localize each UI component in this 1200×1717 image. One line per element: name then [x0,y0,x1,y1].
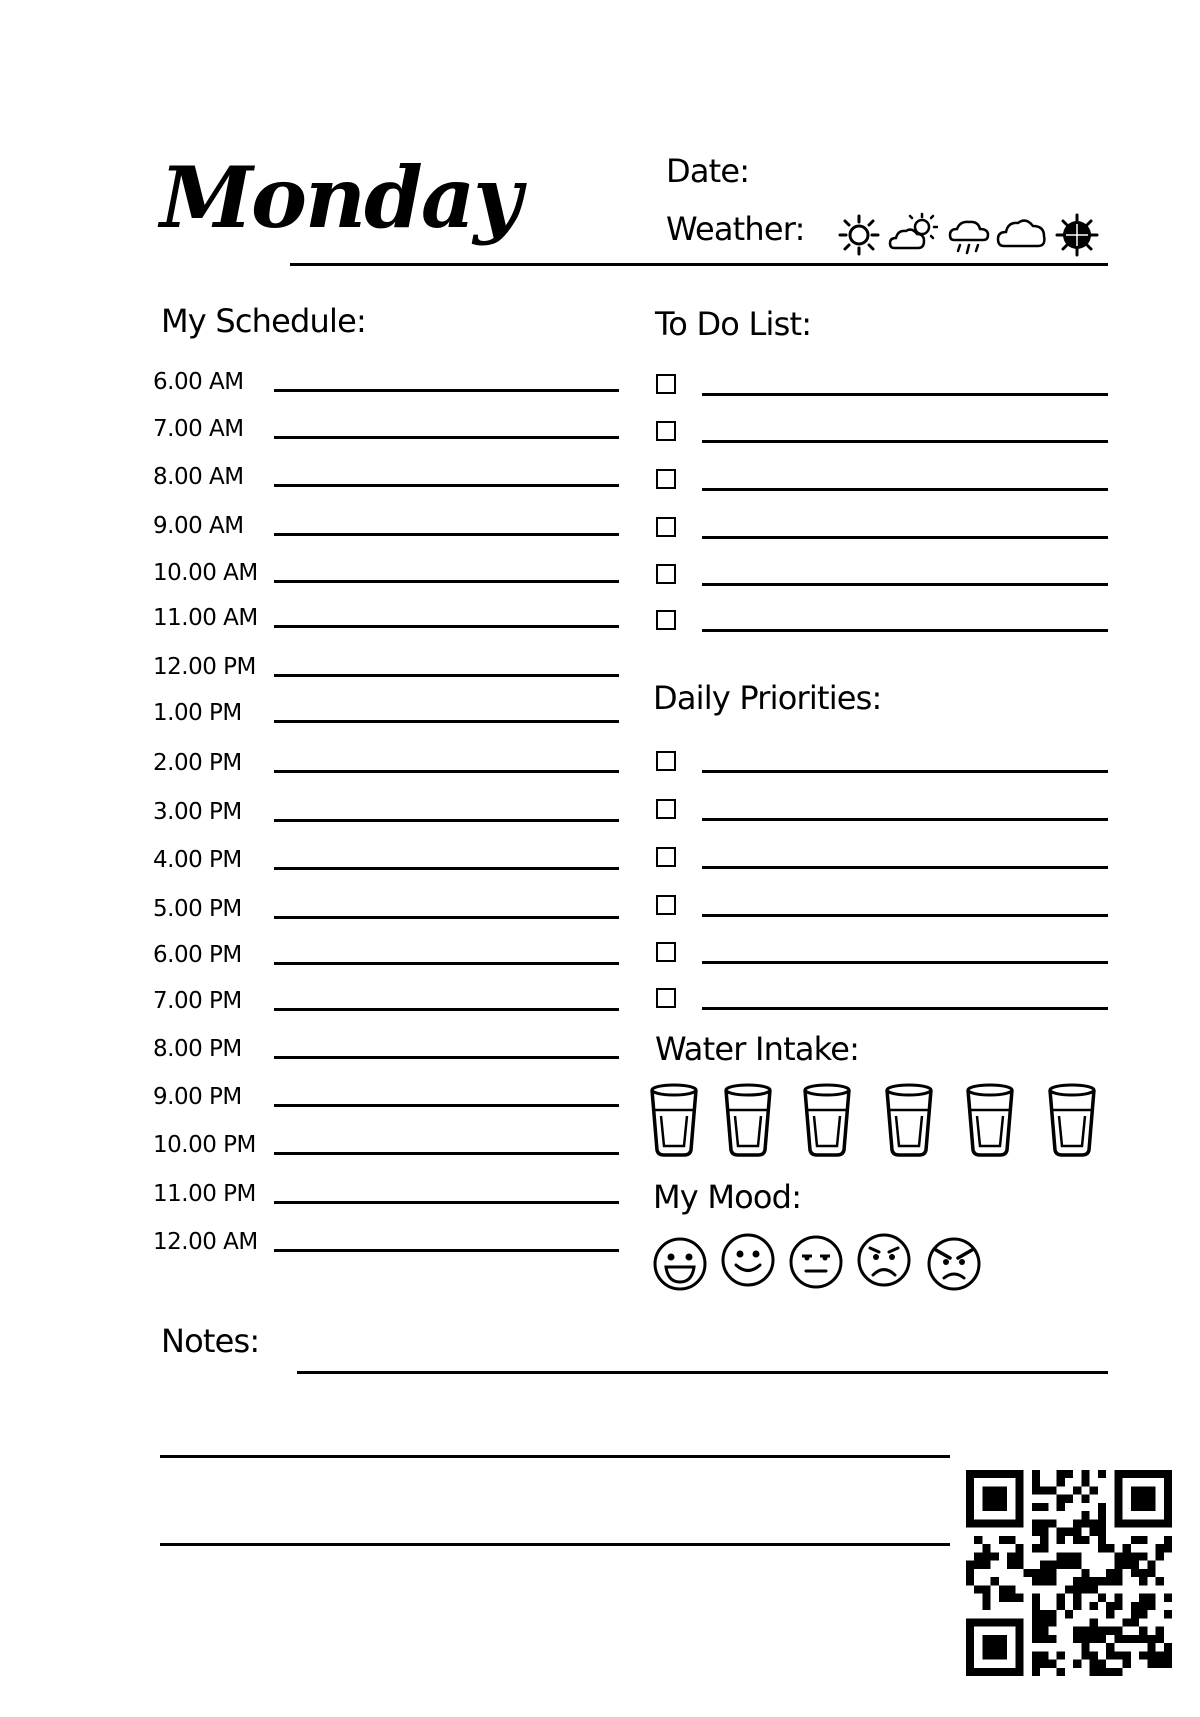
water-glass-icon[interactable] [648,1082,700,1158]
rain-icon[interactable] [948,216,990,258]
schedule-entry-line[interactable] [274,1152,619,1155]
schedule-time-label: 11.00 PM [153,1181,256,1207]
schedule-heading: My Schedule: [161,302,366,340]
mood-neutral-icon[interactable] [788,1234,844,1290]
schedule-time-label: 9.00 PM [153,1084,242,1110]
schedule-time-label: 9.00 AM [153,513,244,539]
page-title: Monday [160,148,521,247]
priority-entry-line[interactable] [702,818,1108,821]
mood-heading: My Mood: [653,1178,802,1216]
water-glass-icon[interactable] [722,1082,774,1158]
todo-entry-line[interactable] [702,488,1108,491]
schedule-entry-line[interactable] [274,625,619,628]
priorities-heading: Daily Priorities: [653,679,882,717]
mood-very-happy-icon[interactable] [652,1236,708,1292]
todo-checkbox[interactable] [656,421,676,441]
schedule-entry-line[interactable] [274,484,619,487]
schedule-entry-line[interactable] [274,962,619,965]
priority-entry-line[interactable] [702,914,1108,917]
priority-checkbox[interactable] [656,799,676,819]
schedule-entry-line[interactable] [274,916,619,919]
todo-checkbox[interactable] [656,469,676,489]
schedule-entry-line[interactable] [274,867,619,870]
water-heading: Water Intake: [655,1030,860,1068]
priority-checkbox[interactable] [656,895,676,915]
priority-entry-line[interactable] [702,961,1108,964]
schedule-entry-line[interactable] [274,389,619,392]
water-glass-icon[interactable] [1046,1082,1098,1158]
water-glass-icon[interactable] [964,1082,1016,1158]
weather-label: Weather: [666,210,805,248]
todo-checkbox[interactable] [656,564,676,584]
schedule-time-label: 12.00 PM [153,654,256,680]
todo-checkbox[interactable] [656,610,676,630]
water-glass-icon[interactable] [801,1082,853,1158]
mood-sad-icon[interactable] [856,1232,912,1288]
snow-icon[interactable] [1054,212,1100,258]
mood-happy-icon[interactable] [720,1232,776,1288]
priority-entry-line[interactable] [702,866,1108,869]
todo-entry-line[interactable] [702,583,1108,586]
schedule-entry-line[interactable] [274,720,619,723]
priority-entry-line[interactable] [702,1007,1108,1010]
priority-entry-line[interactable] [702,770,1108,773]
date-label: Date: [666,152,750,190]
schedule-time-label: 10.00 AM [153,560,258,586]
schedule-time-label: 8.00 PM [153,1036,242,1062]
schedule-entry-line[interactable] [274,1201,619,1204]
schedule-time-label: 10.00 PM [153,1132,256,1158]
header-divider [290,263,1108,266]
todo-entry-line[interactable] [702,393,1108,396]
schedule-entry-line[interactable] [274,1056,619,1059]
notes-line-3[interactable] [160,1543,950,1546]
schedule-time-label: 4.00 PM [153,847,242,873]
todo-checkbox[interactable] [656,517,676,537]
schedule-time-label: 5.00 PM [153,896,242,922]
schedule-entry-line[interactable] [274,1008,619,1011]
schedule-time-label: 7.00 AM [153,416,244,442]
schedule-time-label: 12.00 AM [153,1229,258,1255]
qr-code [966,1470,1172,1676]
schedule-entry-line[interactable] [274,674,619,677]
notes-line-1[interactable] [297,1371,1108,1374]
water-glass-icon[interactable] [883,1082,935,1158]
schedule-time-label: 6.00 AM [153,369,244,395]
schedule-entry-line[interactable] [274,580,619,583]
cloud-icon[interactable] [996,214,1048,254]
schedule-entry-line[interactable] [274,436,619,439]
priority-checkbox[interactable] [656,942,676,962]
notes-line-2[interactable] [160,1455,950,1458]
priority-checkbox[interactable] [656,988,676,1008]
todo-entry-line[interactable] [702,629,1108,632]
todo-heading: To Do List: [655,305,812,343]
priority-checkbox[interactable] [656,847,676,867]
priority-checkbox[interactable] [656,751,676,771]
todo-entry-line[interactable] [702,440,1108,443]
mood-angry-icon[interactable] [926,1236,982,1292]
schedule-entry-line[interactable] [274,533,619,536]
schedule-entry-line[interactable] [274,819,619,822]
schedule-entry-line[interactable] [274,1249,619,1252]
schedule-time-label: 11.00 AM [153,605,258,631]
schedule-time-label: 3.00 PM [153,799,242,825]
todo-entry-line[interactable] [702,536,1108,539]
schedule-time-label: 6.00 PM [153,942,242,968]
schedule-time-label: 2.00 PM [153,750,242,776]
notes-heading: Notes: [161,1322,260,1360]
schedule-entry-line[interactable] [274,1104,619,1107]
todo-checkbox[interactable] [656,374,676,394]
schedule-time-label: 1.00 PM [153,700,242,726]
sun-icon[interactable] [838,214,880,256]
schedule-time-label: 8.00 AM [153,464,244,490]
schedule-time-label: 7.00 PM [153,988,242,1014]
schedule-entry-line[interactable] [274,770,619,773]
partly-cloudy-icon[interactable] [888,212,938,254]
